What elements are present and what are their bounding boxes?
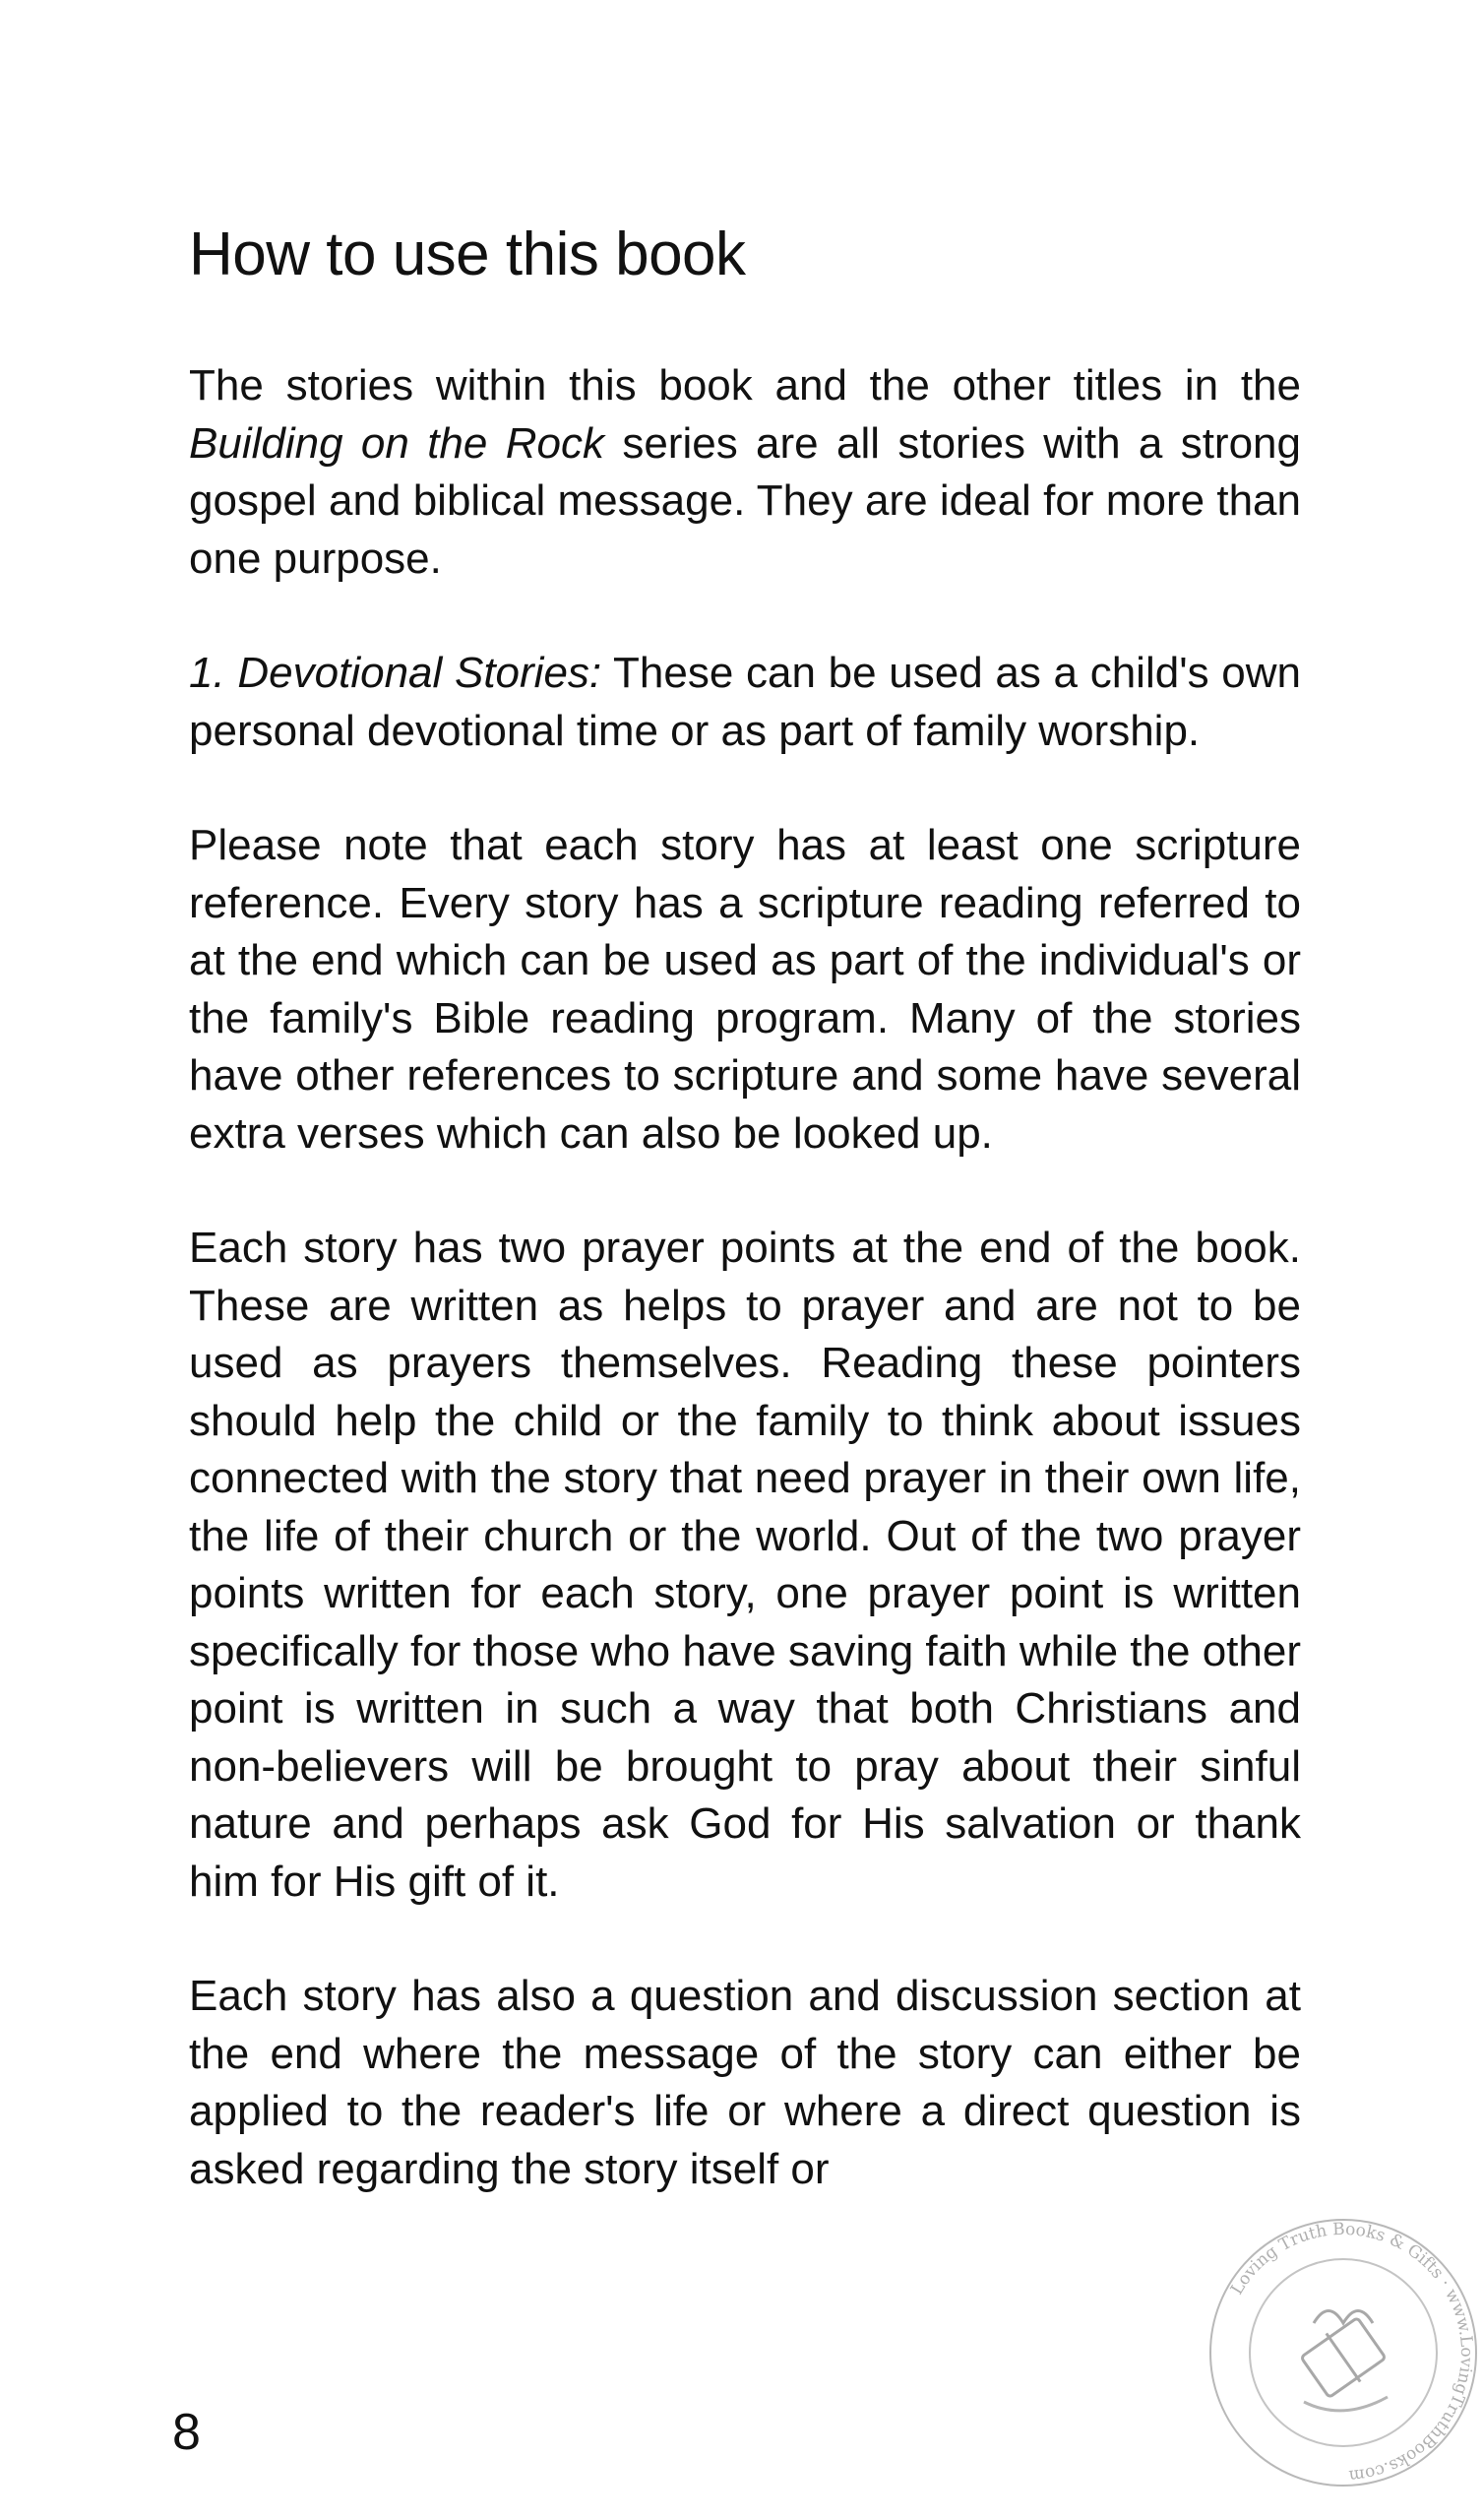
intro-paragraph: [189, 357, 1301, 588]
stamp-text: Loving Truth Books & Gifts · www.LovingTruthBooks.com: [1226, 2219, 1477, 2487]
intro-text-before: The stories within this book and the other titles in the: [189, 361, 1301, 410]
scripture-paragraph: Please note that each story has at least one scripture reference. Every story has a scripture reading referred to at the end which can be used as part of the individual's or the family's Bible reading program. Many of the stories have other references to scripture and some have several extra verses which can also be looked up.: [189, 821, 1301, 1158]
question-paragraph: Each story has also a question and discussion section at the end where the message of the story can either be applied to the reader's life or where a direct question is asked regarding the story itself or: [189, 1972, 1301, 2193]
series-title: Building on the Rock: [189, 418, 604, 468]
watermark-stamp: [1196, 2205, 1483, 2500]
gift-and-bible-stamp-icon: [1301, 2311, 1388, 2411]
intro-text-after: series are all stories with a strong gospel and biblical message. They are ideal for more than one purpose.: [189, 418, 1301, 583]
stamp-inner-ring: [1250, 2259, 1437, 2446]
page-number: 8: [172, 2404, 201, 2461]
page-content: [189, 221, 1301, 2255]
devotional-label: 1. Devotional Stories:: [189, 649, 602, 698]
devotional-text: These can be used as a child's own personal devotional time or as part of family worship.: [189, 649, 1302, 755]
devotional-paragraph: [189, 645, 1301, 760]
page-title: How to use this book: [189, 220, 746, 288]
prayer-paragraph: Each story has two prayer points at the end of the book. These are written as helps to prayer and are not to be used as prayers themselves. Reading these pointers should help the child or the family to think about issues connected with the story that need prayer in their own life, the life of their church or the world. Out of the two prayer points written for each story, one prayer point is written specifically for those who have saving faith while the other point is written in such a way that both Christians and non-believers will be brought to pray about their sinful nature and perhaps ask God for His salvation or thank him for His gift of it.: [189, 1224, 1301, 1906]
